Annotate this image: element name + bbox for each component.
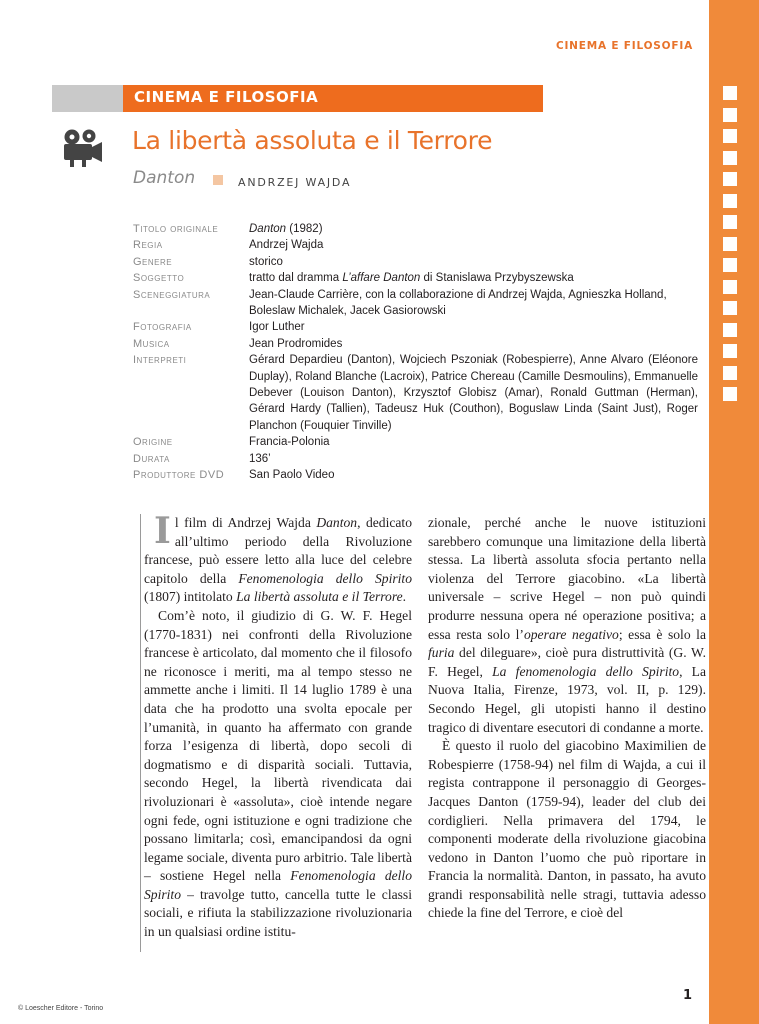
- credit-label: Sceneggiatura: [133, 288, 211, 301]
- credit-value: tratto dal dramma L’affare Danton di Stanislawa Przybyszewska: [249, 272, 574, 285]
- credit-row: [133, 270, 698, 286]
- running-head: CINEMA E FILOSOFIA: [555, 40, 693, 52]
- credit-value: Gérard Depardieu (Danton), Wojciech Pszoniak (Robespierre), Anne Alvaro (Eléonore Duplay), Roland Blanche (Lacroix), Patrice Chereau (Camille Desmoulins), Emmanuelle Debever (Louison Danton), Krzysztof Globisz (Amar), Ronald Guttman (Herman), Gérard Hardy (Tallien), Tadeusz Huk (Couthon), Boguslaw Linda (Saint Just), Roger Planchon (Fouquier Tinville): [249, 354, 698, 432]
- credit-label: Musica: [133, 337, 170, 350]
- credit-label: Produttore DVD: [133, 469, 225, 482]
- credit-row: [133, 467, 698, 483]
- page-number: 1: [683, 988, 693, 1003]
- credit-label: Origine: [133, 436, 173, 449]
- drop-cap: I: [154, 510, 171, 552]
- credit-label: Fotografia: [133, 321, 192, 334]
- credit-value: Jean-Claude Carrière, con la collaborazione di Andrzej Wajda, Agnieszka Holland, Boleslaw Michalek, Jacek Gasiorowski: [249, 288, 667, 318]
- strip-hole: [723, 366, 737, 380]
- credit-label: Interpreti: [133, 354, 187, 367]
- strip-hole: [723, 323, 737, 337]
- strip-hole: [723, 172, 737, 186]
- credit-value: San Paolo Video: [249, 469, 335, 482]
- credit-row: [133, 237, 698, 253]
- director-name: ANDRZEJ WAJDA: [238, 176, 352, 189]
- film-strip-holes: [723, 86, 737, 409]
- credit-row: [133, 434, 698, 450]
- credit-value: Danton (1982): [249, 223, 323, 235]
- credit-label: Genere: [133, 255, 173, 268]
- credit-row: [133, 352, 698, 434]
- strip-hole: [723, 258, 737, 272]
- credit-value: storico: [249, 255, 283, 268]
- credit-row: [133, 287, 698, 320]
- strip-hole: [723, 280, 737, 294]
- credit-value: Igor Luther: [249, 321, 305, 334]
- strip-hole: [723, 237, 737, 251]
- credit-row: [133, 221, 698, 237]
- body-column-right: [428, 514, 706, 923]
- credit-value: 136’: [249, 452, 271, 465]
- credit-label: Titolo originale: [133, 223, 219, 235]
- credit-label: Regia: [133, 239, 163, 252]
- film-title: Danton: [133, 168, 196, 188]
- film-projector-icon: [58, 128, 104, 168]
- credit-label: Soggetto: [133, 272, 185, 285]
- publisher-footer: © Loescher Editore - Torino: [18, 1005, 104, 1012]
- strip-hole: [723, 344, 737, 358]
- paragraph: Il film di Andrzej Wajda Danton, dedicato all’ultimo periodo della Rivoluzione francese, può essere letto alla luce del celebre capitolo della Fenomenologia dello Spirito (1807) intitolato La libertà assoluta e il Terrore.: [144, 510, 412, 605]
- strip-hole: [723, 86, 737, 100]
- credit-value: Andrzej Wajda: [249, 239, 324, 252]
- paragraph: zionale, perché anche le nuove istituzioni sarebbero comunque una limitazione della libertà stessa. La libertà assoluta sfocia pertanto nella violenza del Terrore giacobino. «La libertà universale – scrive Hegel – non può quindi produrre nessuna opera né operazione positiva; a essa resta solo l’operare negativo; essa è solo la furia del dileguare», cioè pura distruttività (G. W. F. Hegel, La fenomenologia dello Spirito, La Nuova Italia, Firenze, 1973, vol. II, p. 129). Secondo Hegel, gli utopisti hanno il destino tragico di diventare esecutori di condanne a morte.: [428, 515, 706, 735]
- strip-hole: [723, 151, 737, 165]
- credit-row: [133, 254, 698, 270]
- credit-label: Durata: [133, 452, 170, 465]
- strip-hole: [723, 215, 737, 229]
- section-band-label: CINEMA E FILOSOFIA: [134, 88, 319, 106]
- body-column-left: [134, 510, 413, 942]
- strip-hole: [723, 387, 737, 401]
- credit-row: [133, 319, 698, 335]
- strip-hole: [723, 301, 737, 315]
- section-band-grey: [52, 85, 123, 112]
- paragraph: È questo il ruolo del giacobino Maximilien de Robespierre (1758-94) nel film di Wajda, a cui il regista contrappone il personaggio di Georges-Jacques Danton (1759-94), leader del club dei cordiglieri. Nella primavera del 1794, le componenti moderate della rivoluzione giacobina vedono in Danton l’uomo che può riportare in Francia la normalità. Danton, in passato, ha avuto grandi responsabilità nelle stragi, tuttavia adesso chiede la fine del Terrore, e cioè del: [428, 738, 706, 921]
- strip-hole: [723, 194, 737, 208]
- strip-hole: [723, 129, 737, 143]
- paragraph: Com’è noto, il giudizio di G. W. F. Hegel (1770-1831) nei confronti della Rivoluzione francese è articolato, dal momento che il filosofo ne riconosce i meriti, ma al tempo stesso ne ammette anche i limiti. Il 14 luglio 1789 è una data che ha prodotto una svolta epocale per l’umanità, in quanto ha affermato con grande forza l’esigenza di libertà, dopo secoli di dogmatismo e di disparità sociali. Tuttavia, secondo Hegel, la libertà rivendicata dai rivoluzionari è «assoluta», cioè intende negare ogni fede, ogni istituzione e ogni tradizione che possano limitarla; così, emancipandosi da ogni legame sociale, diventa puro arbitrio. Tale libertà – sostiene Hegel nella Fenomenologia dello Spirito – travolge tutto, cancella tutte le classi sociali, e rifiuta la stabilizzazione rivoluzionaria in un qualsiasi ordine istitu-: [144, 607, 413, 940]
- credits-table: [133, 221, 698, 484]
- credit-row: [133, 336, 698, 352]
- credit-value: Francia-Polonia: [249, 436, 330, 449]
- page-title: La libertà assoluta e il Terrore: [132, 126, 493, 155]
- strip-hole: [723, 108, 737, 122]
- credit-value: Jean Prodromides: [249, 337, 343, 350]
- title-separator-square: [213, 175, 223, 185]
- credit-row: [133, 451, 698, 467]
